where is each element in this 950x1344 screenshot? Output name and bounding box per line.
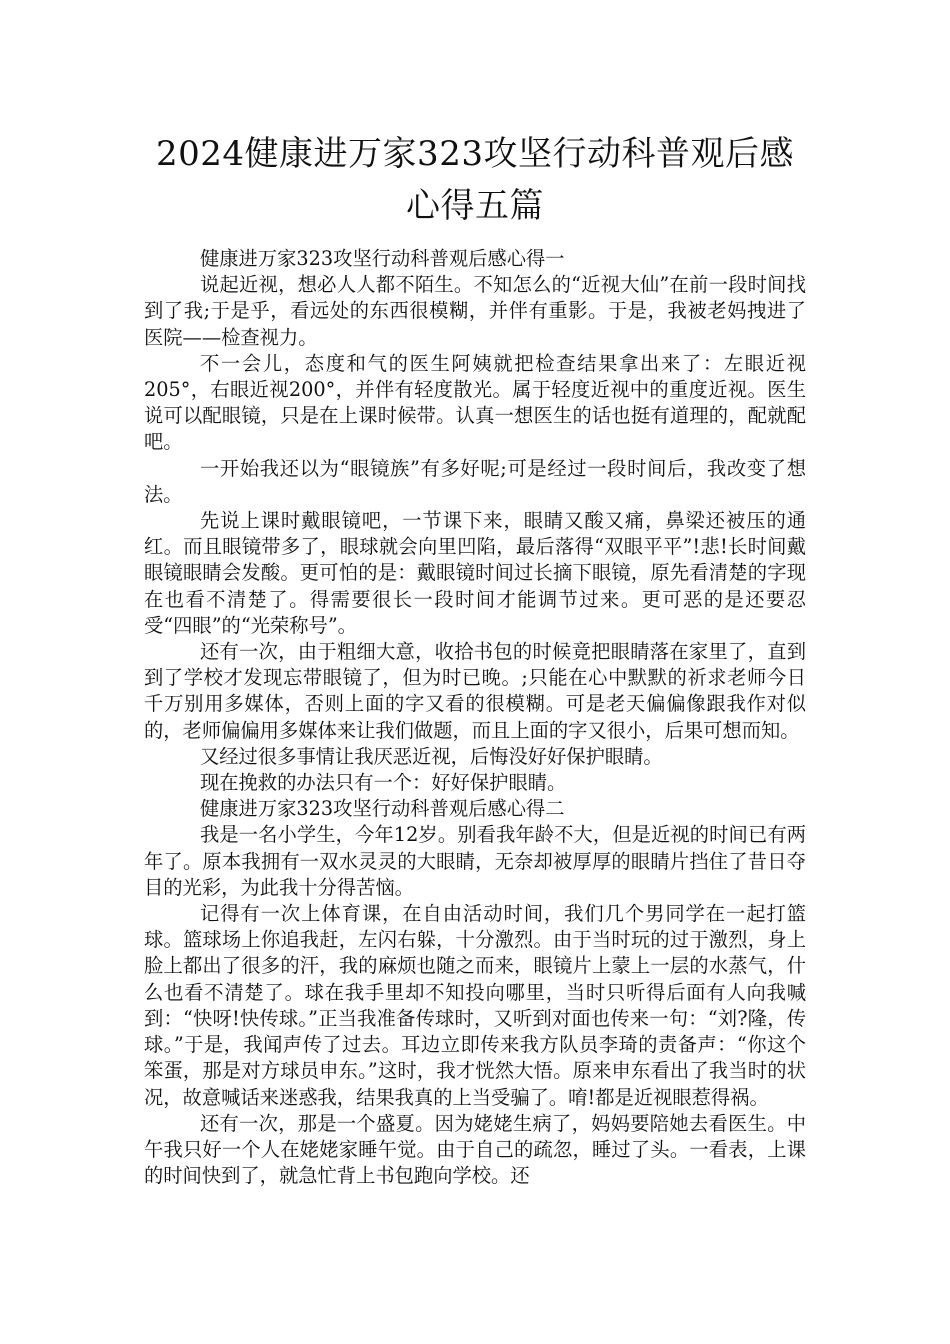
paragraph: 说起近视，想必人人都不陌生。不知怎么的“近视大仙”在前一段时间找到了我;于是乎，看远处的东西很模糊，并伴有重影。于是，我被老妈拽进了医院——检查视力。 [144,273,806,349]
section-heading-2: 健康进万家323攻坚行动科普观后感心得二 [199,797,565,821]
paragraph: 我是一名小学生，今年12岁。别看我年龄不大，但是近视的时间已有两年了。原本我拥有一双水灵灵的大眼睛，无奈却被厚厚的眼睛片挡住了昔日夺目的光彩，为此我十分得苦恼。 [144,823,806,899]
document-title: 2024健康进万家323攻坚行动科普观后感心得五篇 [156,134,794,226]
paragraph: 先说上课时戴眼镜吧，一节课下来，眼睛又酸又痛，鼻梁还被压的通红。而且眼镜带多了，眼球就会向里凹陷，最后落得“双眼平平”!悲!长时间戴眼镜眼睛会发酸。更可怕的是：戴眼镜时间过长摘下眼镜，原先看清楚的字现在也看不清楚了。得需要很长一段时间才能调节过来。更可恶的是还要忍受“四眼”的“光荣称号”。 [144,509,806,637]
paragraph: 记得有一次上体育课，在自由活动时间，我们几个男同学在一起打篮球。篮球场上你追我赶，左闪右躲，十分激烈。由于当时玩的过于激烈，身上脸上都出了很多的汗，我的麻烦也随之而来，眼镜片上蒙上一层的水蒸气，什么也看不清楚了。球在我手里却不知投向哪里，当时只听得后面有人向我喊到：“快呀!快传球。”正当我准备传球时，又听到对面也传来一句：“刘?隆，传球。”于是，我闻声传了过去。耳边立即传来我方队员李琦的责备声：“你这个笨蛋，那是对方球员申东。”这时，我才恍然大悟。原来申东看出了我当时的状况，故意喊话来迷惑我，结果我真的上当受骗了。唷!都是近视眼惹得祸。 [144,902,806,1109]
paragraph: 不一会儿，态度和气的医生阿姨就把检查结果拿出来了：左眼近视205°，右眼近视200°，并伴有轻度散光。属于轻度近视中的重度近视。医生说可以配眼镜，只是在上课时候带。认真一想医生的话也挺有道理的，配就配吧。 [144,351,806,454]
paragraph: 还有一次，由于粗细大意，收拾书包的时候竟把眼睛落在家里了，直到到了学校才发现忘带眼镜了，但为时已晚。;只能在心中默默的祈求老师今日千万别用多媒体，否则上面的字又看的很模糊。可是老天偏偏像跟我作对似的，老师偏偏用多媒体来让我们做题，而且上面的字又很小，后果可想而知。 [144,640,806,742]
paragraph: 还有一次，那是一个盛夏。因为姥姥生病了，妈妈要陪她去看医生。中午我只好一个人在姥姥家睡午觉。由于自己的疏忽，睡过了头。一看表，上课的时间快到了，就急忙背上书包跑向学校。还 [144,1111,806,1188]
paragraph: 又经过很多事情让我厌恶近视，后悔没好好保护眼睛。 [199,744,663,768]
document-body [144,246,806,1189]
paragraph: 现在挽救的办法只有一个：好好保护眼睛。 [199,771,567,795]
section-heading-1: 健康进万家323攻坚行动科普观后感心得一 [199,247,565,270]
paragraph: 一开始我还以为“眼镜族”有多好呢;可是经过一段时间后，我改变了想法。 [144,456,806,506]
